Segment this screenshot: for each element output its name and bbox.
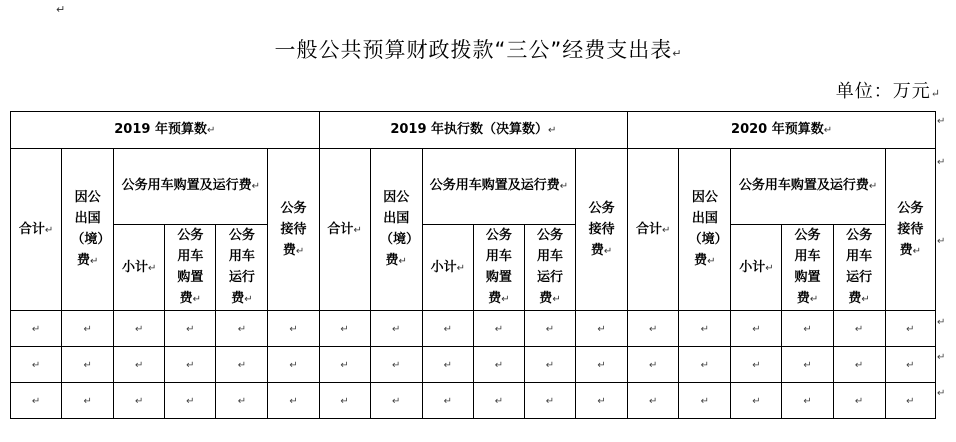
paragraph-mark: ↵ — [392, 359, 401, 371]
table-cell[interactable] — [524, 311, 575, 347]
row-end-mark: ↵ — [937, 116, 946, 127]
paragraph-mark: ↵ — [597, 395, 606, 407]
paragraph-mark: ↵ — [906, 395, 915, 407]
paragraph-mark: ↵ — [353, 224, 362, 236]
paragraph-mark: ↵ — [56, 3, 66, 16]
header-text: 小计 — [122, 259, 149, 275]
table-cell[interactable] — [833, 311, 885, 347]
paragraph-mark: ↵ — [289, 395, 298, 407]
table-cell[interactable] — [62, 383, 114, 419]
table-cell[interactable] — [165, 383, 216, 419]
table-cell[interactable] — [422, 383, 473, 419]
paragraph-mark: ↵ — [83, 323, 92, 335]
col-header-abroad — [679, 149, 731, 311]
paragraph-mark: ↵ — [289, 359, 298, 371]
paragraph-mark: ↵ — [603, 245, 613, 257]
paragraph-mark: ↵ — [31, 323, 41, 335]
table-cell[interactable] — [782, 347, 833, 383]
table-cell[interactable] — [114, 383, 165, 419]
paragraph-mark: ↵ — [289, 323, 298, 335]
header-text: 公务用车购置及运行费 — [121, 178, 252, 193]
paragraph-mark: ↵ — [597, 323, 606, 335]
paragraph-mark: ↵ — [854, 359, 864, 371]
group-header-2019-budget: 2019 年预算数↵ — [11, 112, 320, 149]
paragraph-mark: ↵ — [662, 224, 671, 236]
table-cell[interactable] — [628, 347, 679, 383]
table-cell[interactable] — [422, 311, 473, 347]
page-title — [0, 34, 956, 64]
paragraph-mark: ↵ — [443, 395, 452, 407]
paragraph-mark: ↵ — [545, 359, 555, 371]
table-cell[interactable] — [576, 347, 628, 383]
paragraph-mark: ↵ — [700, 323, 710, 335]
table-cell[interactable] — [576, 383, 628, 419]
table-cell[interactable] — [679, 383, 731, 419]
paragraph-mark: ↵ — [135, 323, 144, 335]
paragraph-mark: ↵ — [559, 181, 569, 192]
header-text: 公务用车运行费 — [536, 228, 563, 306]
col-header-purchase — [782, 225, 833, 311]
table-cell[interactable] — [679, 347, 731, 383]
table-cell[interactable] — [268, 311, 319, 347]
paragraph-mark: ↵ — [494, 395, 504, 407]
paragraph-mark: ↵ — [803, 359, 812, 371]
table-cell[interactable] — [165, 311, 216, 347]
table-cell[interactable] — [473, 311, 524, 347]
paragraph-mark: ↵ — [868, 181, 878, 192]
paragraph-mark: ↵ — [340, 395, 349, 407]
table-cell[interactable] — [319, 383, 370, 419]
paragraph-mark: ↵ — [906, 323, 915, 335]
paragraph-mark: ↵ — [148, 262, 157, 274]
table-cell[interactable] — [473, 383, 524, 419]
table-cell[interactable] — [216, 347, 268, 383]
col-header-vehicle — [422, 149, 575, 225]
group-header-2019-actual: 2019 年执行数（决算数）↵ — [319, 112, 628, 149]
row-end-mark: ↵ — [937, 236, 946, 247]
table-cell[interactable] — [422, 347, 473, 383]
table-row — [11, 347, 936, 383]
header-text: 公务用车运行费 — [228, 228, 255, 306]
paragraph-mark: ↵ — [906, 359, 915, 371]
table-cell[interactable] — [319, 311, 370, 347]
header-text: 合计 — [18, 221, 45, 237]
sub-header-row — [11, 149, 936, 225]
table-cell[interactable] — [11, 311, 62, 347]
paragraph-mark: ↵ — [803, 323, 812, 335]
col-header-vehicle — [114, 149, 268, 225]
header-text: 合计 — [327, 221, 354, 237]
group-header-row — [11, 112, 936, 149]
col-header-subtotal — [731, 225, 782, 311]
header-text: 因公出国（境）费 — [71, 190, 104, 268]
table-cell[interactable] — [885, 311, 935, 347]
table-cell[interactable] — [679, 311, 731, 347]
paragraph-mark: ↵ — [494, 323, 504, 335]
col-header-abroad — [370, 149, 422, 311]
title-text: 一般公共预算财政拨款“三公”经费支出表 — [274, 38, 673, 62]
header-text: 因公出国（境）费 — [688, 190, 722, 268]
paragraph-mark: ↵ — [251, 181, 261, 192]
paragraph-mark: ↵ — [854, 395, 864, 407]
paragraph-mark: ↵ — [700, 395, 710, 407]
table-cell[interactable] — [319, 347, 370, 383]
paragraph-mark: ↵ — [237, 395, 247, 407]
col-header-vehicle — [731, 149, 885, 225]
paragraph-mark: ↵ — [545, 323, 555, 335]
paragraph-mark: ↵ — [552, 294, 561, 305]
col-header-operation — [524, 225, 575, 311]
header-text: 公务用车购置费 — [177, 228, 204, 306]
col-header-reception — [885, 149, 935, 311]
table-cell[interactable] — [628, 383, 679, 419]
paragraph-mark: ↵ — [89, 256, 99, 267]
paragraph-mark: ↵ — [392, 323, 401, 335]
paragraph-mark: ↵ — [765, 262, 774, 274]
paragraph-mark: ↵ — [83, 395, 92, 407]
header-text: 小计 — [739, 259, 766, 275]
paragraph-mark: ↵ — [752, 323, 761, 335]
row-end-mark: ↵ — [937, 388, 946, 399]
row-end-mark: ↵ — [937, 157, 946, 168]
table-cell[interactable] — [885, 347, 935, 383]
paragraph-mark: ↵ — [295, 245, 305, 257]
paragraph-mark: ↵ — [186, 359, 195, 371]
table-cell[interactable] — [524, 383, 575, 419]
col-header-purchase — [473, 225, 524, 311]
table-cell[interactable] — [62, 347, 114, 383]
table-cell[interactable] — [731, 383, 782, 419]
header-text: 公务用车购置及运行费 — [738, 178, 869, 193]
paragraph-mark: ↵ — [649, 359, 658, 371]
paragraph-mark: ↵ — [501, 294, 510, 305]
header-text: 公务用车购置费 — [794, 228, 821, 306]
table-cell[interactable] — [114, 311, 165, 347]
table-cell[interactable] — [782, 383, 833, 419]
table-cell[interactable] — [576, 311, 628, 347]
paragraph-mark: ↵ — [854, 323, 864, 335]
table-cell[interactable] — [216, 311, 268, 347]
col-header-purchase — [165, 225, 216, 311]
paragraph-mark: ↵ — [192, 294, 202, 305]
paragraph-mark: ↵ — [672, 47, 682, 60]
col-header-operation — [216, 225, 268, 311]
col-header-total — [319, 149, 370, 311]
header-text: 公务用车购置费 — [485, 228, 512, 306]
paragraph-mark: ↵ — [912, 245, 922, 257]
paragraph-mark: ↵ — [752, 359, 761, 371]
paragraph-mark: ↵ — [392, 395, 401, 407]
paragraph-mark: ↵ — [752, 395, 761, 407]
paragraph-mark: ↵ — [186, 395, 195, 407]
header-text: 公务接待费 — [897, 200, 924, 258]
row-end-mark: ↵ — [937, 352, 946, 363]
col-header-abroad — [62, 149, 114, 311]
col-header-reception — [268, 149, 319, 311]
table-cell[interactable] — [782, 311, 833, 347]
paragraph-mark: ↵ — [443, 359, 452, 371]
table-cell[interactable] — [833, 347, 885, 383]
table-cell[interactable] — [524, 347, 575, 383]
table-cell[interactable] — [62, 311, 114, 347]
paragraph-mark: ↵ — [237, 323, 247, 335]
col-header-operation — [833, 225, 885, 311]
table-cell[interactable] — [268, 383, 319, 419]
header-text: 公务接待费 — [280, 200, 307, 258]
col-header-total — [628, 149, 679, 311]
row-end-mark: ↵ — [937, 317, 946, 328]
paragraph-mark: ↵ — [244, 294, 253, 305]
unit-label — [836, 77, 940, 103]
paragraph-mark: ↵ — [456, 262, 466, 274]
paragraph-mark: ↵ — [707, 256, 716, 267]
header-text: 小计 — [430, 259, 457, 275]
paragraph-mark: ↵ — [930, 87, 940, 100]
paragraph-mark: ↵ — [237, 359, 247, 371]
paragraph-mark: ↵ — [494, 359, 504, 371]
table-cell[interactable] — [731, 311, 782, 347]
paragraph-mark: ↵ — [700, 359, 710, 371]
table-cell[interactable] — [628, 311, 679, 347]
table-row — [11, 383, 936, 419]
table-cell[interactable] — [370, 311, 422, 347]
paragraph-mark: ↵ — [803, 395, 812, 407]
header-text: 公务用车购置及运行费 — [429, 178, 560, 193]
table-cell[interactable] — [833, 383, 885, 419]
paragraph-mark: ↵ — [31, 395, 41, 407]
paragraph-mark: ↵ — [545, 395, 555, 407]
table-row — [11, 311, 936, 347]
paragraph-mark: ↵ — [597, 359, 606, 371]
paragraph-mark: ↵ — [649, 323, 658, 335]
paragraph-mark: ↵ — [340, 323, 349, 335]
paragraph-mark: ↵ — [861, 294, 870, 305]
table-cell[interactable] — [165, 347, 216, 383]
table-cell[interactable] — [885, 383, 935, 419]
paragraph-mark: ↵ — [31, 359, 41, 371]
table-cell[interactable] — [268, 347, 319, 383]
table-cell[interactable] — [731, 347, 782, 383]
header-text: 合计 — [636, 221, 663, 237]
header-text: 因公出国（境）费 — [379, 190, 413, 268]
table-cell[interactable] — [216, 383, 268, 419]
paragraph-mark: ↵ — [443, 323, 452, 335]
col-header-reception — [576, 149, 628, 311]
paragraph-mark: ↵ — [809, 294, 819, 305]
paragraph-mark: ↵ — [135, 395, 144, 407]
unit-text: 单位：万元 — [835, 81, 931, 102]
table-cell[interactable] — [11, 347, 62, 383]
paragraph-mark: ↵ — [340, 359, 349, 371]
header-text: 公务接待费 — [588, 200, 615, 258]
group-header-2020-budget: 2020 年预算数↵ — [628, 112, 936, 149]
table-cell[interactable] — [370, 347, 422, 383]
paragraph-mark: ↵ — [186, 323, 195, 335]
header-text: 公务用车运行费 — [846, 228, 873, 306]
table-cell[interactable] — [370, 383, 422, 419]
paragraph-mark: ↵ — [135, 359, 144, 371]
expense-table — [10, 111, 936, 419]
paragraph-mark: ↵ — [83, 359, 92, 371]
col-header-subtotal — [114, 225, 165, 311]
paragraph-mark: ↵ — [649, 395, 658, 407]
col-header-subtotal — [422, 225, 473, 311]
col-header-total — [11, 149, 62, 311]
table-cell[interactable] — [473, 347, 524, 383]
paragraph-mark: ↵ — [44, 224, 54, 236]
paragraph-mark: ↵ — [398, 256, 407, 267]
table-cell[interactable] — [114, 347, 165, 383]
table-cell[interactable] — [11, 383, 62, 419]
leaf-header-row — [11, 225, 936, 311]
